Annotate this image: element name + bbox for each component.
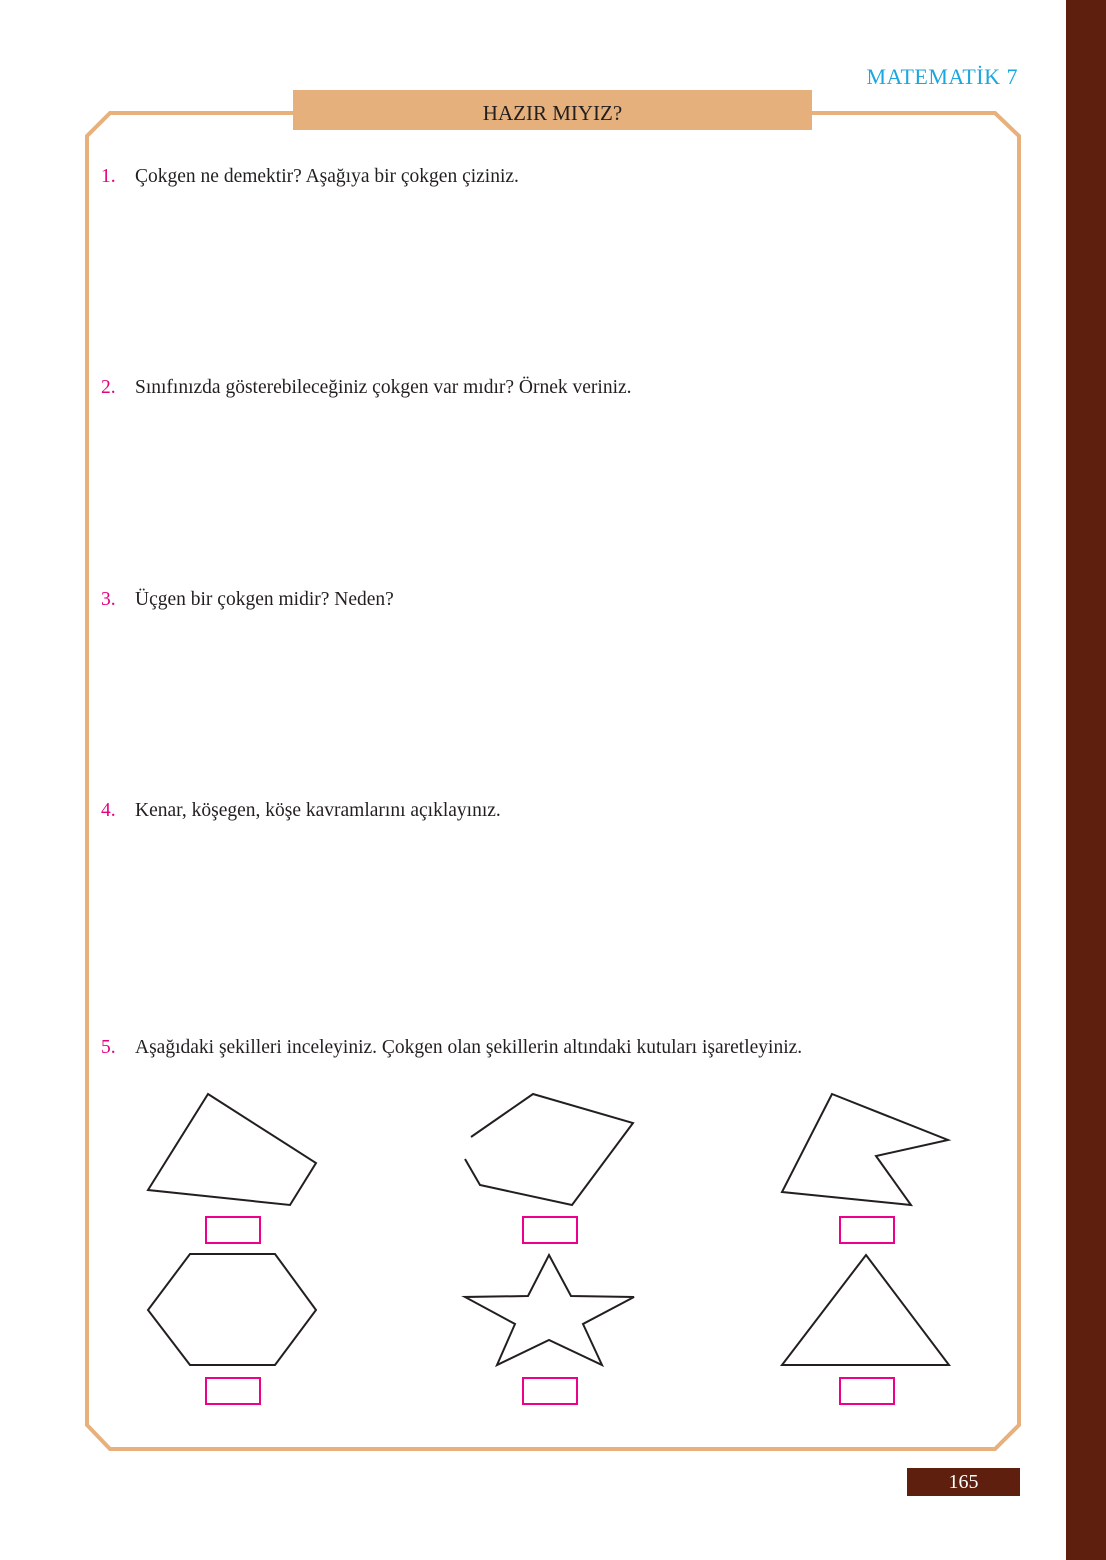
checkbox-concave-pentagon[interactable] — [839, 1216, 895, 1244]
shape-open-polygon — [465, 1094, 633, 1205]
shape-quadrilateral — [148, 1094, 316, 1205]
question-text: Üçgen bir çokgen midir? Neden? — [135, 589, 394, 610]
shape-concave-pentagon — [782, 1094, 948, 1205]
question-text: Sınıfınızda gösterebileceğiniz çokgen var mıdır? Örnek veriniz. — [135, 377, 632, 398]
checkbox-quadrilateral[interactable] — [205, 1216, 261, 1244]
question-5 — [101, 1037, 802, 1059]
shape-hexagon — [148, 1254, 316, 1365]
question-1 — [101, 166, 519, 188]
question-text: Aşağıdaki şekilleri inceleyiniz. Çokgen olan şekillerin altındaki kutuları işaretleyiniz. — [135, 1037, 803, 1058]
question-number: 1. — [101, 166, 116, 187]
checkbox-star[interactable] — [522, 1377, 578, 1405]
shape-triangle — [782, 1255, 949, 1365]
question-number: 3. — [101, 589, 116, 610]
checkbox-open-polygon[interactable] — [522, 1216, 578, 1244]
subject-label: MATEMATİK 7 — [866, 64, 1018, 89]
checkbox-hexagon[interactable] — [205, 1377, 261, 1405]
question-number: 2. — [101, 377, 116, 398]
question-text: Kenar, köşegen, köşe kavramlarını açıklayınız. — [135, 800, 501, 821]
section-title: HAZIR MIYIZ? — [293, 90, 812, 130]
checkbox-triangle[interactable] — [839, 1377, 895, 1405]
question-4 — [101, 800, 501, 822]
question-number: 4. — [101, 800, 116, 821]
question-2 — [101, 377, 632, 399]
question-3 — [101, 589, 394, 611]
question-number: 5. — [101, 1037, 116, 1058]
shape-star — [465, 1255, 634, 1365]
page-number: 165 — [907, 1468, 1020, 1496]
question-text: Çokgen ne demektir? Aşağıya bir çokgen çiziniz. — [135, 166, 519, 187]
